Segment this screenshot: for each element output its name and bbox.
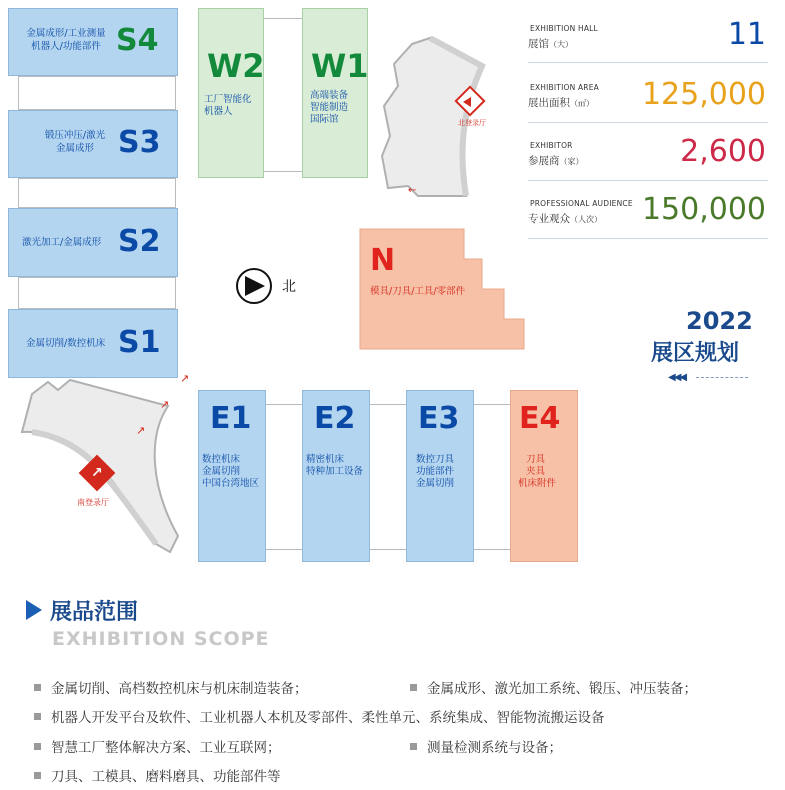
stat-area-cn: 展出面积（㎡）	[528, 97, 594, 109]
hall-e4-desc-3: 机床附件	[518, 478, 557, 489]
stat-hall-en: EXHIBITION HALL	[530, 24, 598, 33]
stat-audience-en: PROFESSIONAL AUDIENCE	[530, 199, 633, 208]
hall-e3-code: E3	[418, 401, 460, 436]
hall-n-desc-1: 模具/刀具/工具/零部件	[370, 286, 466, 297]
stat-hall-cn: 展馆（大）	[528, 38, 573, 50]
corridor-e3-e4	[472, 404, 512, 550]
hall-s1-code: S1	[118, 325, 161, 360]
corridor-s2-s1	[18, 277, 176, 309]
north-entrance-label: 北登录厅	[458, 119, 486, 127]
stat-exhibitor-value: 2,600	[680, 134, 766, 169]
stat-divider	[528, 62, 768, 63]
hall-e3-desc-2: 功能部件	[416, 466, 455, 477]
bullet-icon	[410, 743, 417, 750]
stat-area-en: EXHIBITION AREA	[530, 83, 599, 92]
scope-arrow-icon	[26, 600, 42, 620]
hall-n-code: N	[370, 243, 396, 278]
scope-item: 刀具、工模具、磨料磨具、功能部件等	[34, 765, 281, 785]
scope-item: 金属切削、高档数控机床与机床制造装备；	[34, 677, 308, 697]
hall-e4-desc-2: 夹具	[526, 466, 546, 477]
hall-s4-code: S4	[116, 23, 159, 58]
hall-s4-desc-2: 机器人/功能部件	[31, 41, 101, 52]
south-entrance-pointer-icon: ↗	[136, 424, 146, 437]
south-entrance-pointer-icon-3: ↗	[180, 372, 190, 385]
corridor-e2-e3	[368, 404, 408, 550]
hall-e2-desc-1: 精密机床	[306, 454, 345, 465]
scope-item: 机器人开发平台及软件、工业机器人本机及零部件、柔性单元、系统集成、智能物流搬运设备	[34, 706, 605, 726]
bullet-icon	[410, 684, 417, 691]
hall-w2[interactable]	[198, 8, 264, 178]
hall-s2-desc-1: 激光加工/金属成形	[22, 237, 102, 248]
bullet-icon	[34, 684, 41, 691]
scope-item: 金属成形、激光加工系统、锻压、冲压装备；	[410, 677, 697, 697]
scope-subtitle: EXHIBITION SCOPE	[52, 628, 270, 650]
bullet-icon	[34, 713, 41, 720]
compass-icon	[236, 268, 272, 304]
south-entrance-label: 南登录厅	[77, 498, 109, 507]
stat-exhibitor-en: EXHIBITOR	[530, 141, 573, 150]
hall-e3-desc-3: 金属切削	[416, 478, 455, 489]
hall-e1-code: E1	[210, 401, 252, 436]
north-entrance-pointer-icon: ←	[408, 185, 417, 196]
hall-e1-desc-2: 金属切削	[202, 466, 241, 477]
corridor-s3-s2	[18, 178, 176, 208]
hall-w1-desc-3: 国际馆	[310, 114, 339, 125]
stat-divider	[528, 238, 768, 239]
stat-audience-value: 150,000	[641, 192, 766, 227]
hall-w2-desc-2: 机器人	[204, 106, 233, 117]
stat-audience-cn: 专业观众（人次）	[528, 213, 602, 225]
corridor-w2-w1	[262, 18, 304, 172]
stat-divider	[528, 180, 768, 181]
stats-panel	[528, 0, 768, 250]
plan-divider	[696, 377, 748, 378]
hall-w1-desc-1: 高端装备	[310, 90, 349, 101]
hall-s3-desc-1: 锻压冲压/激光	[44, 130, 106, 141]
hall-w1-desc-2: 智能制造	[310, 102, 349, 113]
compass-label: 北	[282, 279, 296, 295]
hall-e2-desc-2: 特种加工设备	[306, 466, 364, 477]
south-entrance-arrow-icon: ↗	[91, 465, 103, 481]
scope-item: 智慧工厂整体解决方案、工业互联网；	[34, 736, 281, 756]
plan-title: 展区规划	[651, 341, 740, 366]
corridor-e1-e2	[264, 404, 304, 550]
hall-w1-code: W1	[311, 47, 369, 85]
hall-s3-desc-2: 金属成形	[55, 143, 94, 154]
hall-s2-code: S2	[118, 224, 161, 259]
hall-e1-desc-3: 中国台湾地区	[202, 478, 260, 489]
stat-exhibitor-cn: 参展商（家）	[528, 155, 584, 167]
south-entrance-pointer-icon-2: ↗	[160, 398, 170, 411]
stat-divider	[528, 122, 768, 123]
plan-year: 2022	[686, 307, 753, 335]
stat-area-value: 125,000	[641, 77, 766, 112]
scope-item: 测量检测系统与设备；	[410, 736, 562, 756]
hall-w2-code: W2	[207, 47, 265, 85]
triple-chevron-icon: ◀◀◀	[668, 372, 686, 383]
hall-w2-desc-1: 工厂智能化	[204, 94, 252, 105]
corridor-s4-s3	[18, 76, 176, 110]
stat-hall-value: 11	[727, 17, 766, 52]
hall-e4-code: E4	[519, 401, 561, 436]
bullet-icon	[34, 772, 41, 779]
bullet-icon	[34, 743, 41, 750]
hall-s3-code: S3	[118, 125, 161, 160]
hall-e2-code: E2	[314, 401, 356, 436]
hall-s1-desc-1: 金属切削/数控机床	[26, 338, 106, 349]
north-entrance-arrow-icon	[463, 97, 471, 107]
scope-title: 展品范围	[50, 600, 139, 625]
hall-e1-desc-1: 数控机床	[202, 454, 241, 465]
hall-e4-desc-1: 刀具	[526, 454, 546, 465]
hall-s4-desc-1: 金属成形/工业测量	[26, 28, 106, 39]
hall-e3-desc-1: 数控刀具	[416, 454, 455, 465]
